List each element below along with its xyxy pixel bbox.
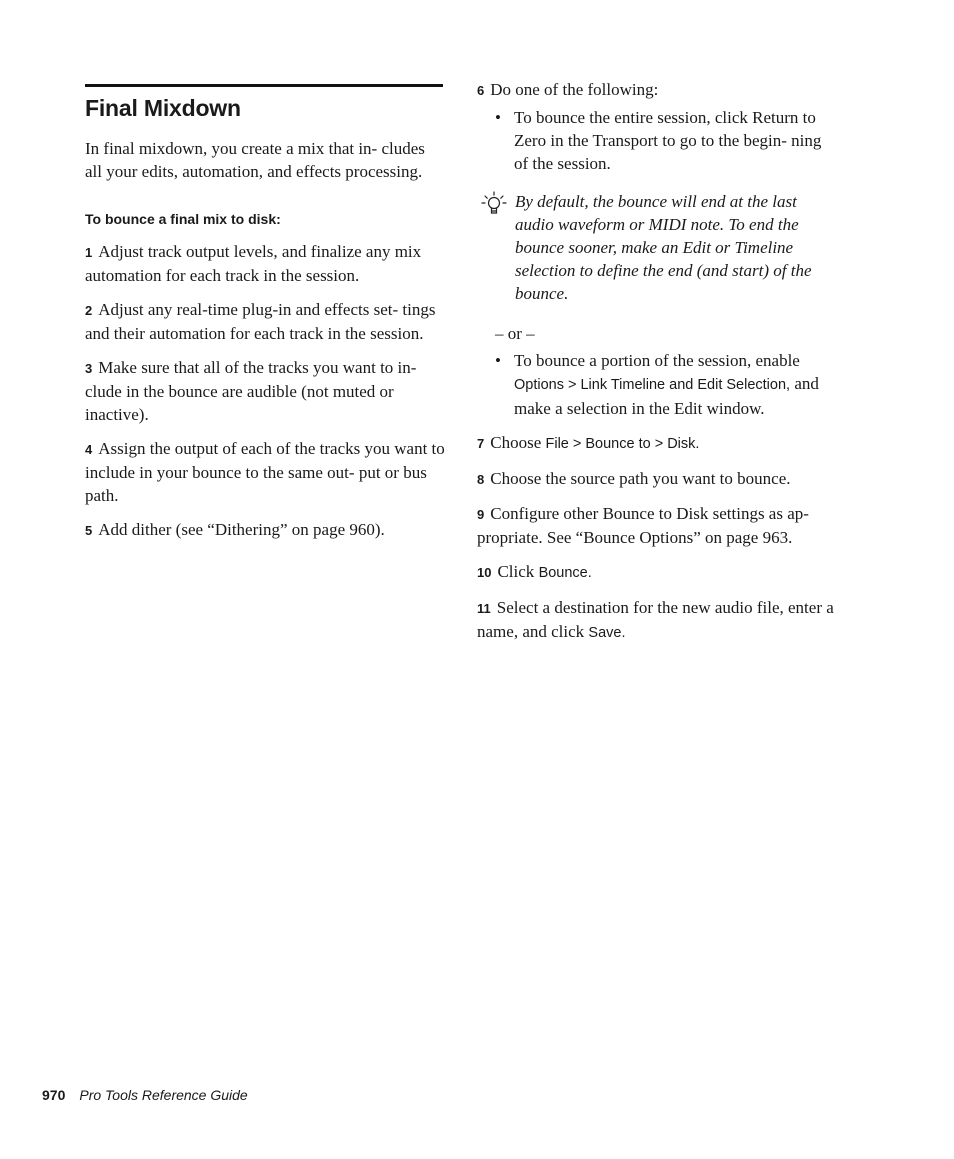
step-number: 7: [477, 436, 485, 451]
bullet-text-end: and make a selection in the Edit window.: [514, 374, 819, 418]
or-separator: – or –: [495, 324, 535, 343]
ui-label: Save.: [588, 625, 626, 641]
step-9: [477, 502, 839, 549]
intro-paragraph: In final mixdown, you create a mix that in- cludes all your edits, automation, and effects processing.: [85, 139, 425, 181]
menu-path: Options > Link Timeline and Edit Selection,: [514, 377, 791, 393]
left-column: [85, 84, 445, 542]
step-number: 5: [85, 523, 93, 538]
step-number: 1: [85, 245, 93, 260]
step-text: Adjust any real-time plug-in and effects set- tings and their automation for each track in the session.: [85, 300, 436, 343]
step-7: [477, 431, 839, 456]
step-number: 2: [85, 303, 93, 318]
step-number: 4: [85, 442, 93, 457]
step-number: 10: [477, 565, 492, 580]
page-number: 970: [42, 1087, 66, 1103]
bullet-text: To bounce a portion of the session, enable: [514, 351, 800, 370]
step-1: [85, 240, 445, 287]
step-text: Do one of the following:: [490, 80, 659, 99]
step-text: Adjust track output levels, and finalize any mix automation for each track in the session.: [85, 242, 422, 285]
right-column: [477, 78, 839, 645]
procedure-heading: To bounce a final mix to disk:: [85, 211, 281, 227]
menu-path: File > Bounce to > Disk.: [545, 436, 700, 452]
step-number: 9: [477, 507, 485, 522]
option-bullet-2: [477, 349, 839, 420]
step-text: Select a destination for the new audio file, enter a name, and click: [477, 598, 834, 641]
page-footer: [42, 1086, 248, 1106]
tip-text: By default, the bounce will end at the last audio waveform or MIDI note. To end the bounce sooner, make an Edit or Timeline selection to define the end (and start) of the bounce.: [515, 192, 812, 303]
bullet-glyph: •: [495, 351, 501, 370]
step-3: [85, 356, 445, 426]
bullet-glyph: •: [495, 108, 501, 127]
section-rule: [85, 84, 443, 87]
step-5: [85, 518, 445, 542]
lightbulb-icon: [479, 190, 509, 220]
step-8: [477, 467, 839, 491]
tip-note: [477, 190, 839, 305]
step-2: [85, 298, 445, 345]
step-text: Make sure that all of the tracks you want to in- clude in the bounce are audible (not muted or inactive).: [85, 358, 417, 424]
step-number: 3: [85, 361, 93, 376]
step-number: 8: [477, 472, 485, 487]
step-4: [85, 437, 445, 507]
step-text: Choose: [490, 433, 542, 452]
bullet-text: To bounce the entire session, click Return to Zero in the Transport to go to the begin- ning of the session.: [514, 108, 822, 173]
step-number: 6: [477, 83, 485, 98]
step-text: Assign the output of each of the tracks you want to include in your bounce to the same out- put or bus path.: [85, 439, 445, 505]
step-text: Configure other Bounce to Disk settings as ap- propriate. See “Bounce Options” on page 963.: [477, 504, 809, 547]
ui-label: Bounce.: [538, 565, 592, 581]
step-10: [477, 560, 839, 585]
step-11: [477, 596, 839, 645]
option-bullet-1: [477, 106, 839, 175]
step-text: Add dither (see “Dithering” on page 960).: [98, 520, 385, 539]
section-title: Final Mixdown: [85, 95, 241, 121]
step-6: [477, 78, 839, 102]
step-text: Choose the source path you want to bounce.: [490, 469, 791, 488]
step-text: Click: [497, 562, 535, 581]
step-number: 11: [477, 601, 491, 616]
guide-title: Pro Tools Reference Guide: [79, 1087, 248, 1103]
